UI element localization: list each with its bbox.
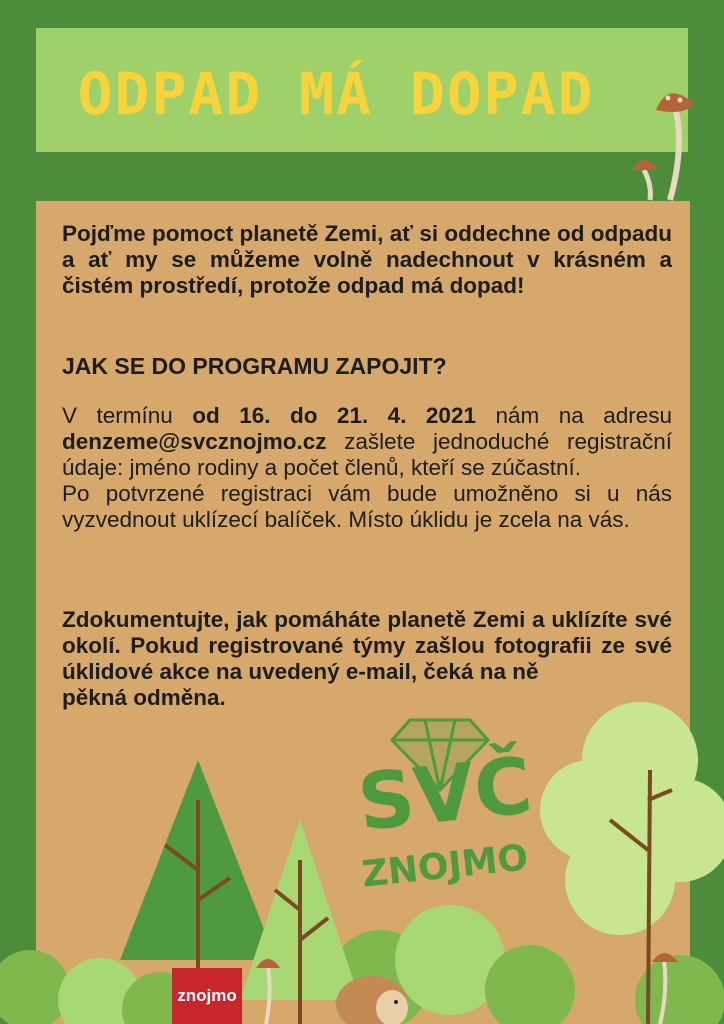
section-heading: JAK SE DO PROGRAMU ZAPOJIT? (62, 353, 447, 379)
intro-paragraph: Pojďme pomoct planetě Zemi, ať si oddechne od odpadu a ať my se můžeme volně nadechnout v krásném a čistém prostředí, protože odpad má dopad! (62, 221, 672, 298)
reward-prize: pěkná odměna. (62, 685, 226, 710)
registration-text-c: zašlete jednoduché registrační údaje: jméno rodiny a počet členů, kteří se zúčastní. (62, 429, 672, 480)
reward-paragraph (62, 607, 672, 711)
registration-text-b: nám na adresu (475, 403, 673, 428)
email-address: denzeme@svcznojmo.cz (62, 429, 327, 454)
reward-text: Zdokumentujte, jak pomáháte planetě Zemi a uklízíte své okolí. Pokud registrované týmy zašlou fotografii ze své úklidové akce na uvedený e-mail, čeká na ně (62, 607, 672, 684)
registration-paragraph (62, 403, 672, 533)
registration-text-a: V termínu (62, 403, 193, 428)
svc-logo-sub: ZNOJMO (359, 837, 531, 896)
svc-logo-main: SVČ (353, 741, 537, 849)
pickup-text: Po potvrzené registraci vám bude umožněno si u nás vyzvednout uklízecí balíček. Místo úklidu je zcela na vás. (62, 481, 672, 532)
poster-title: ODPAD MÁ DOPAD (77, 60, 595, 128)
mushroom-top-right-icon (632, 93, 694, 200)
znojmo-city-logo: znojmo (172, 968, 242, 1024)
svc-logo (350, 741, 540, 910)
registration-dates: od 16. do 21. 4. 2021 (192, 403, 476, 428)
